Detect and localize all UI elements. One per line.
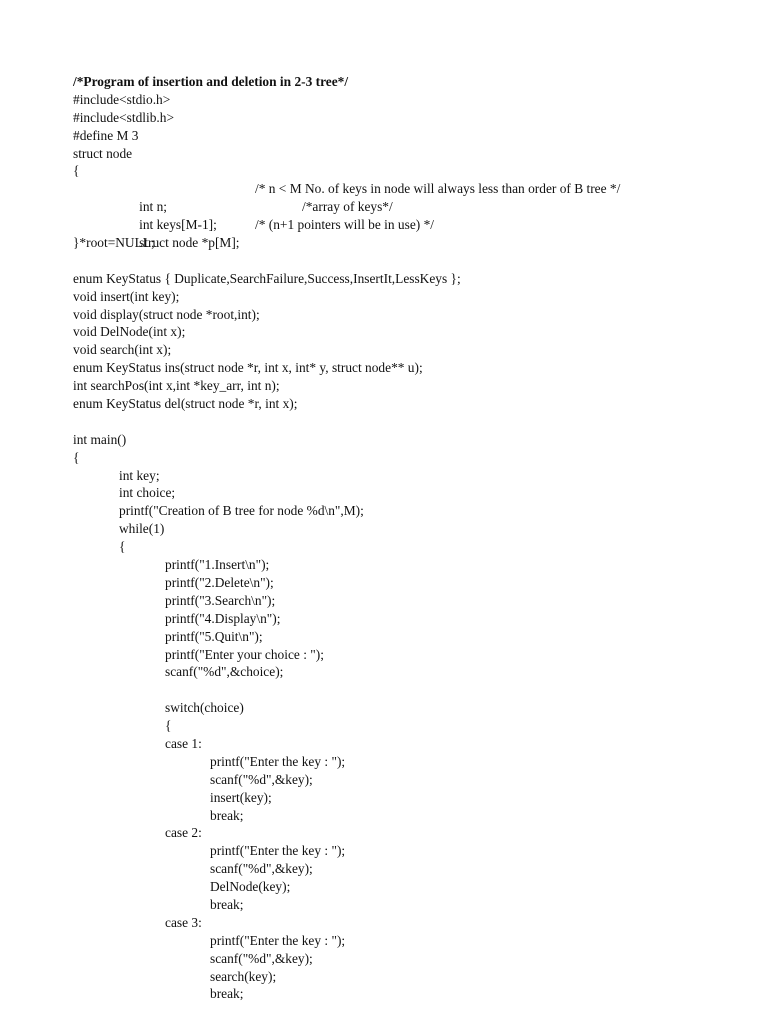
var-key: int key;	[119, 467, 160, 483]
delnode-prototype: void DelNode(int x);	[73, 324, 186, 340]
search-prototype: void search(int x);	[73, 342, 172, 358]
source-code-listing	[73, 73, 753, 1003]
switch-statement: switch(choice)	[165, 700, 244, 716]
case-body-line: break;	[210, 986, 244, 1002]
case-body-line: printf("Enter the key : ");	[210, 932, 346, 948]
searchpos-prototype: int searchPos(int x,int *key_arr, int n);	[73, 378, 280, 394]
printf-creation: printf("Creation of B tree for node %d\n",M);	[119, 503, 364, 519]
field-comment: /*array of keys*/	[302, 199, 393, 215]
field-comment: /* (n+1 pointers will be in use) */	[255, 217, 435, 233]
case-body-line: printf("Enter the key : ");	[210, 843, 346, 859]
menu-line: printf("3.Search\n");	[165, 592, 276, 608]
case-label: case 3:	[165, 914, 202, 930]
blank-line	[73, 413, 753, 431]
include-stdio: #include<stdio.h>	[73, 91, 171, 107]
case-body-line: insert(key);	[210, 789, 272, 805]
struct-end: }*root=NULL;	[73, 235, 155, 251]
include-stdlib: #include<stdlib.h>	[73, 109, 175, 125]
menu-line: printf("2.Delete\n");	[165, 574, 274, 590]
ins-prototype: enum KeyStatus ins(struct node *r, int x, int* y, struct node** u);	[73, 360, 423, 376]
display-prototype: void display(struct node *root,int);	[73, 306, 260, 322]
field-code: int n;	[139, 199, 167, 215]
struct-open-brace: {	[73, 163, 80, 179]
case-body-line: scanf("%d",&key);	[210, 950, 313, 966]
field-code: struct node *p[M];	[139, 235, 240, 251]
insert-prototype: void insert(int key);	[73, 288, 180, 304]
menu-line: scanf("%d",&choice);	[165, 664, 284, 680]
while-open-brace: {	[119, 539, 126, 555]
blank-line	[73, 252, 753, 270]
switch-open-brace: {	[165, 718, 172, 734]
blank-line	[73, 681, 753, 699]
case-body-line: break;	[210, 807, 244, 823]
del-prototype: enum KeyStatus del(struct node *r, int x);	[73, 396, 298, 412]
menu-line: printf("4.Display\n");	[165, 610, 281, 626]
var-choice: int choice;	[119, 485, 176, 501]
field-code: int keys[M-1];	[139, 217, 217, 233]
program-title: /*Program of insertion and deletion in 2-3 tree*/	[73, 74, 349, 89]
field-comment: /* n < M No. of keys in node will always less than order of B tree */	[255, 181, 621, 197]
case-body-line: printf("Enter the key : ");	[210, 753, 346, 769]
menu-line: printf("Enter your choice : ");	[165, 646, 324, 662]
main-signature: int main()	[73, 431, 127, 447]
case-label: case 2:	[165, 825, 202, 841]
case-body-line: DelNode(key);	[210, 879, 291, 895]
case-body-line: break;	[210, 896, 244, 912]
define-m: #define M 3	[73, 127, 139, 143]
case-label: case 1:	[165, 735, 202, 751]
struct-node-decl: struct node	[73, 145, 133, 161]
case-body-line: scanf("%d",&key);	[210, 861, 313, 877]
main-open-brace: {	[73, 449, 80, 465]
menu-line: printf("5.Quit\n");	[165, 628, 263, 644]
case-body-line: scanf("%d",&key);	[210, 771, 313, 787]
while-loop: while(1)	[119, 521, 165, 537]
case-body-line: search(key);	[210, 968, 277, 984]
enum-keystatus-decl: enum KeyStatus { Duplicate,SearchFailure,Success,InsertIt,LessKeys };	[73, 270, 461, 286]
menu-line: printf("1.Insert\n");	[165, 557, 270, 573]
